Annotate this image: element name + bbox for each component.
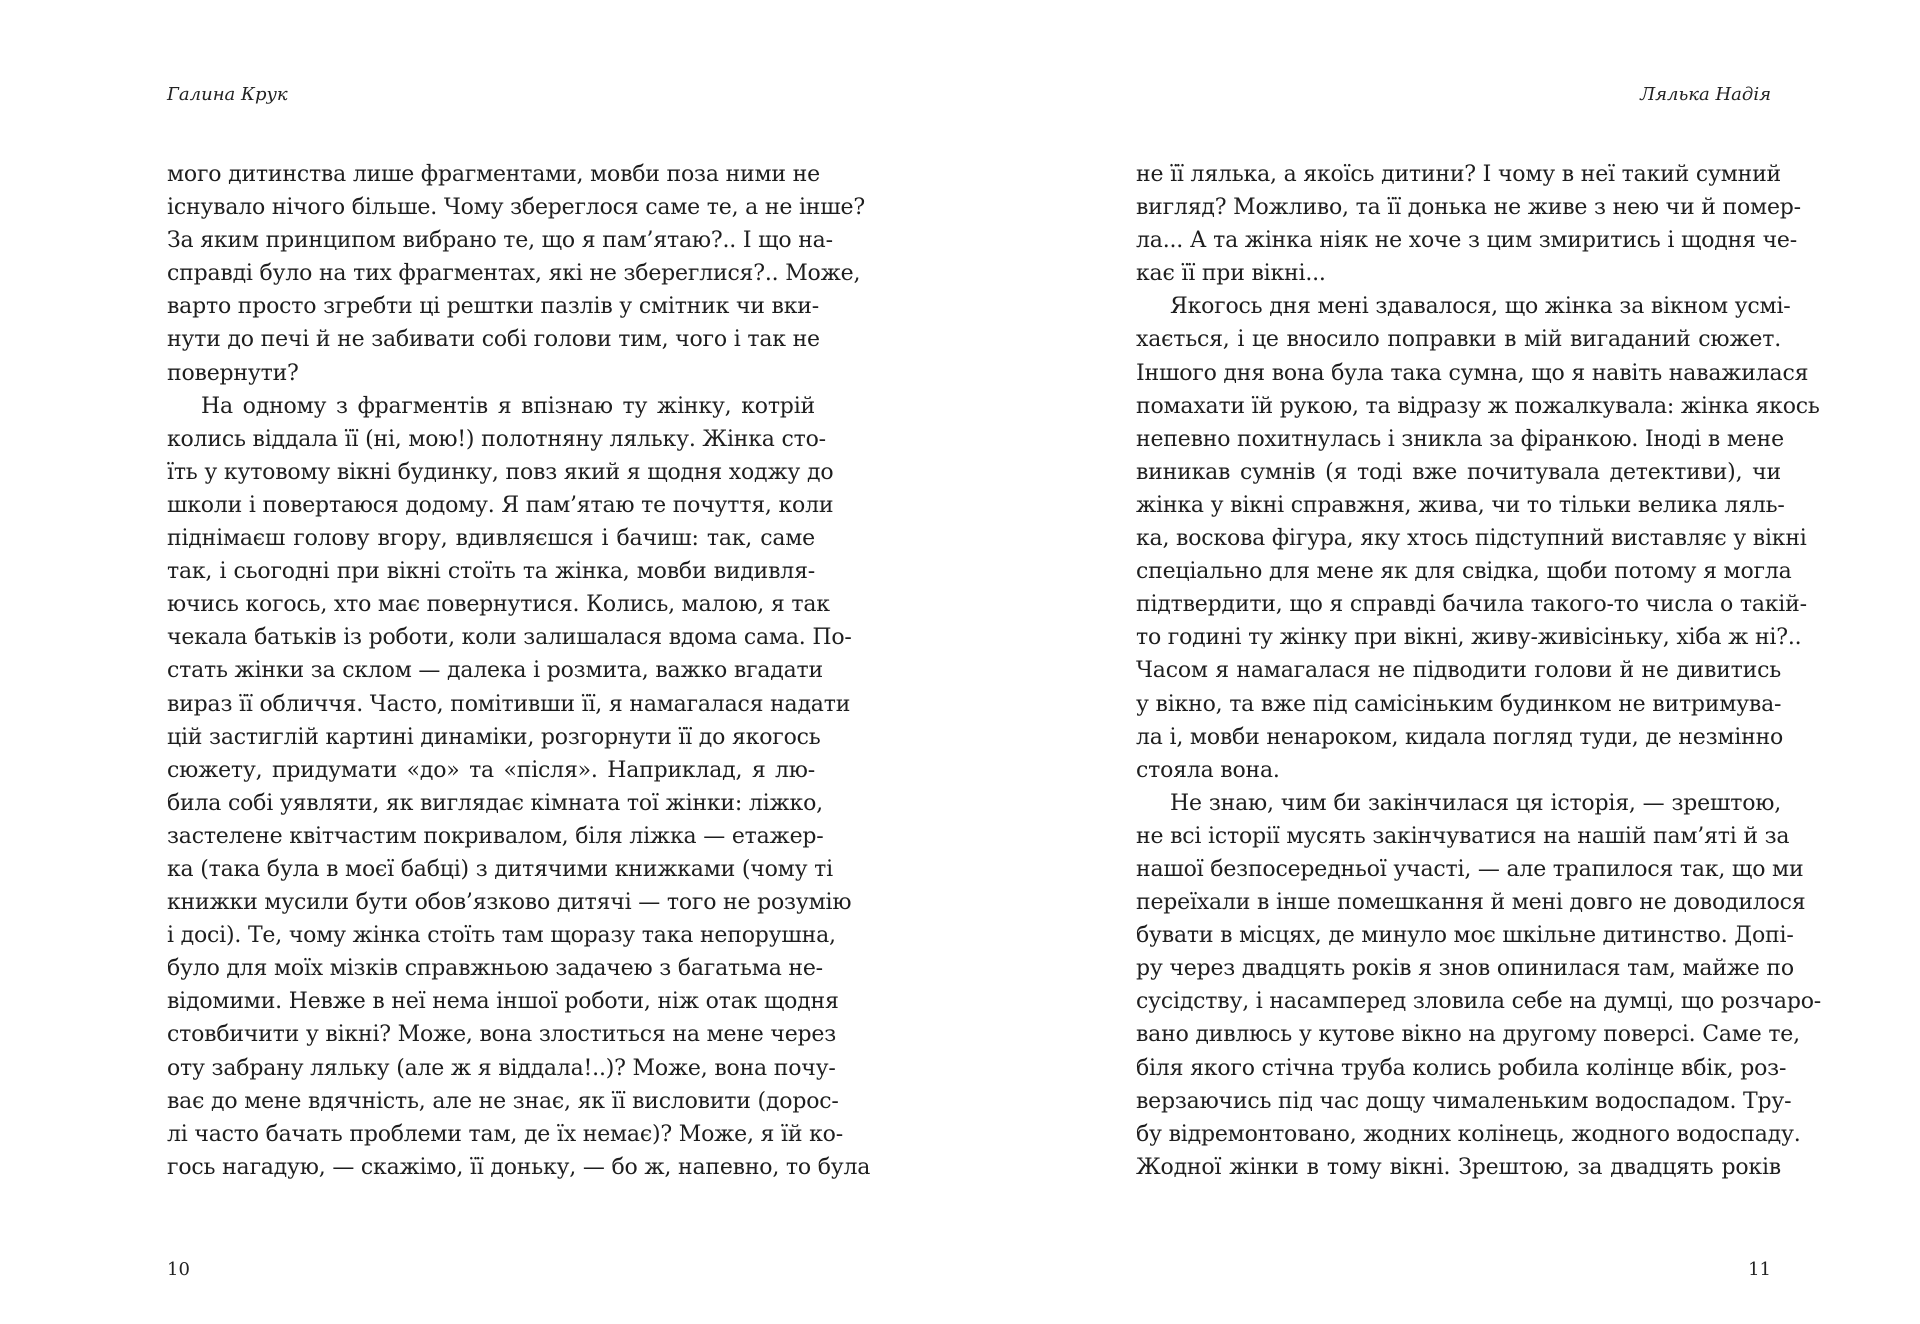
text-line: і досі). Те, чому жінка стоїть там щоразу така непорушна, — [167, 923, 836, 949]
text-line: ка (така була в моєї бабці) з дитячими книжками (чому ті — [167, 856, 833, 882]
text-line: книжки мусили бути обов’язково дитячі — того не розумію — [167, 890, 852, 916]
text-line: ка, воскова фігура, яку хтось підступний виставляє у вікні — [1136, 526, 1807, 552]
text-line: вано дивлюсь у кутове вікно на другому поверсі. Саме те, — [1136, 1022, 1800, 1048]
text-line: переїхали в інше помешкання й мені довго не доводилося — [1136, 890, 1806, 916]
text-line: Часом я намагалася не підводити голови й не дивитись — [1136, 658, 1781, 684]
text-line: На одному з фрагментів я впізнаю ту жінку, котрій — [201, 393, 815, 419]
text-line: справді було на тих фрагментах, які не збереглися?.. Може, — [167, 261, 861, 287]
text-line: вираз її обличчя. Часто, помітивши її, я намагалася надати — [167, 691, 851, 717]
text-line: стать жінки за склом — далека і розмита, важко вгадати — [167, 658, 823, 684]
text-line: підтвердити, що я справді бачила такого-то числа о такій- — [1136, 592, 1807, 618]
text-line: було для моїх мізків справжньою задачею з багатьма не- — [167, 956, 823, 982]
text-line: біля якого стічна труба колись робила колінце вбік, роз- — [1136, 1055, 1787, 1081]
text-line: існувало нічого більше. Чому збереглося саме те, а не інше? — [167, 195, 865, 221]
text-line: повернути? — [167, 360, 299, 386]
text-line: сусідству, і насамперед зловила себе на думці, що розчаро- — [1136, 989, 1821, 1015]
text-line: ючись когось, хто має повернутися. Колись, малою, я так — [167, 592, 830, 618]
text-line: оту забрану ляльку (але ж я віддала!..)? Може, вона почу- — [167, 1055, 836, 1081]
right-page — [960, 0, 1920, 1324]
text-line: відомими. Невже в неї нема іншої роботи, ніж отак щодня — [167, 989, 839, 1015]
text-line: нашої безпосередньої участі, — але трапилося так, що ми — [1136, 856, 1804, 882]
text-line: вигляд? Можливо, та її донька не живе з нею чи й помер- — [1136, 195, 1801, 221]
text-line: гось нагадую, — скажімо, її доньку, — бо ж, напевно, то була — [167, 1154, 871, 1180]
text-line: колись віддала її (ні, мою!) полотняну ляльку. Жінка сто- — [167, 426, 826, 452]
text-line: так, і сьогодні при вікні стоїть та жінка, мовби видивля- — [167, 559, 815, 585]
text-line: чекала батьків із роботи, коли залишалася вдома сама. По- — [167, 625, 852, 651]
text-line: хається, і це вносило поправки в мій вигаданий сюжет. — [1136, 327, 1781, 353]
text-line: спеціально для мене як для свідка, щоби потому я могла — [1136, 559, 1792, 585]
running-head-title: Лялька Надія — [1640, 84, 1771, 105]
text-line: мого дитинства лише фрагментами, мовби поза ними не — [167, 162, 820, 187]
text-line: Якогось дня мені здавалося, що жінка за вікном усмі- — [1170, 294, 1791, 320]
text-line: ла... А та жінка ніяк не хоче з цим змиритись і щодня че- — [1136, 228, 1797, 254]
text-line: ру через двадцять років я знов опинилася там, майже по — [1136, 956, 1794, 982]
text-line: сюжету, придумати «до» та «після». Наприклад, я лю- — [167, 757, 815, 783]
page-number-left: 10 — [167, 1259, 190, 1280]
text-line: помахати їй рукою, та відразу ж пожалкувала: жінка якось — [1136, 393, 1820, 419]
text-line: не її лялька, а якоїсь дитини? І чому в неї такий сумний — [1136, 162, 1782, 187]
text-line: ла і, мовби ненароком, кидала погляд туди, де незмінно — [1136, 724, 1784, 750]
text-line: у вікно, та вже під самісіньким будинком не витримува- — [1136, 691, 1782, 717]
text-line: бувати в місцях, де минуло моє шкільне дитинство. Допі- — [1136, 923, 1794, 949]
text-line: жінка у вікні справжня, жива, чи то тільки велика ляль- — [1136, 492, 1785, 518]
text-line: школи і повертаюся додому. Я пам’ятаю те почуття, коли — [167, 492, 834, 518]
text-line: Жодної жінки в тому вікні. Зрештою, за двадцять років — [1136, 1154, 1781, 1180]
text-line: то годині ту жінку при вікні, живу-живісіньку, хіба ж ні?.. — [1136, 625, 1802, 651]
left-page-text — [167, 158, 871, 1184]
text-line: ває до мене вдячність, але не знає, як її висловити (дорос- — [167, 1088, 839, 1114]
text-line: їть у кутовому вікні будинку, повз який я щодня ходжу до — [167, 459, 834, 485]
text-line: не всі історії мусять закінчуватися на нашій пам’яті й за — [1136, 823, 1790, 849]
text-line: застелене квітчастим покривалом, біля ліжка — етажер- — [167, 823, 824, 849]
running-head-author: Галина Крук — [167, 84, 288, 105]
text-line: верзаючись під час дощу чималеньким водоспадом. Тру- — [1136, 1088, 1792, 1114]
text-line: піднімаєш голову вгору, вдивляєшся і бачиш: так, саме — [167, 526, 815, 552]
text-line: кає її при вікні... — [1136, 261, 1326, 287]
text-line: Не знаю, чим би закінчилася ця історія, — зрештою, — [1170, 790, 1781, 816]
text-line: варто просто згребти ці рештки пазлів у смітник чи вки- — [167, 294, 819, 320]
text-line: непевно похитнулась і зникла за фіранкою. Іноді в мене — [1136, 426, 1784, 452]
text-line: била собі уявляти, як виглядає кімната тої жінки: ліжко, — [167, 790, 823, 816]
text-line: Іншого дня вона була така сумна, що я навіть наважилася — [1136, 360, 1809, 386]
text-line: цій застиглій картині динаміки, розгорнути її до якогось — [167, 724, 821, 750]
text-line: лі часто бачать проблеми там, де їх немає)? Може, я їй ко- — [167, 1121, 843, 1147]
text-line: виникав сумнів (я тоді вже почитувала детективи), чи — [1136, 459, 1781, 485]
text-line: бу відремонтовано, жодних колінець, жодного водоспаду. — [1136, 1121, 1801, 1147]
text-line: За яким принципом вибрано те, що я пам’ятаю?.. І що на- — [167, 228, 833, 254]
page-number-right: 11 — [1748, 1259, 1771, 1280]
right-page-text — [1136, 158, 1821, 1184]
text-line: стояла вона. — [1136, 757, 1280, 783]
text-line: нути до печі й не забивати собі голови тим, чого і так не — [167, 327, 820, 353]
text-line: стовбичити у вікні? Може, вона злоститься на мене через — [167, 1022, 837, 1048]
